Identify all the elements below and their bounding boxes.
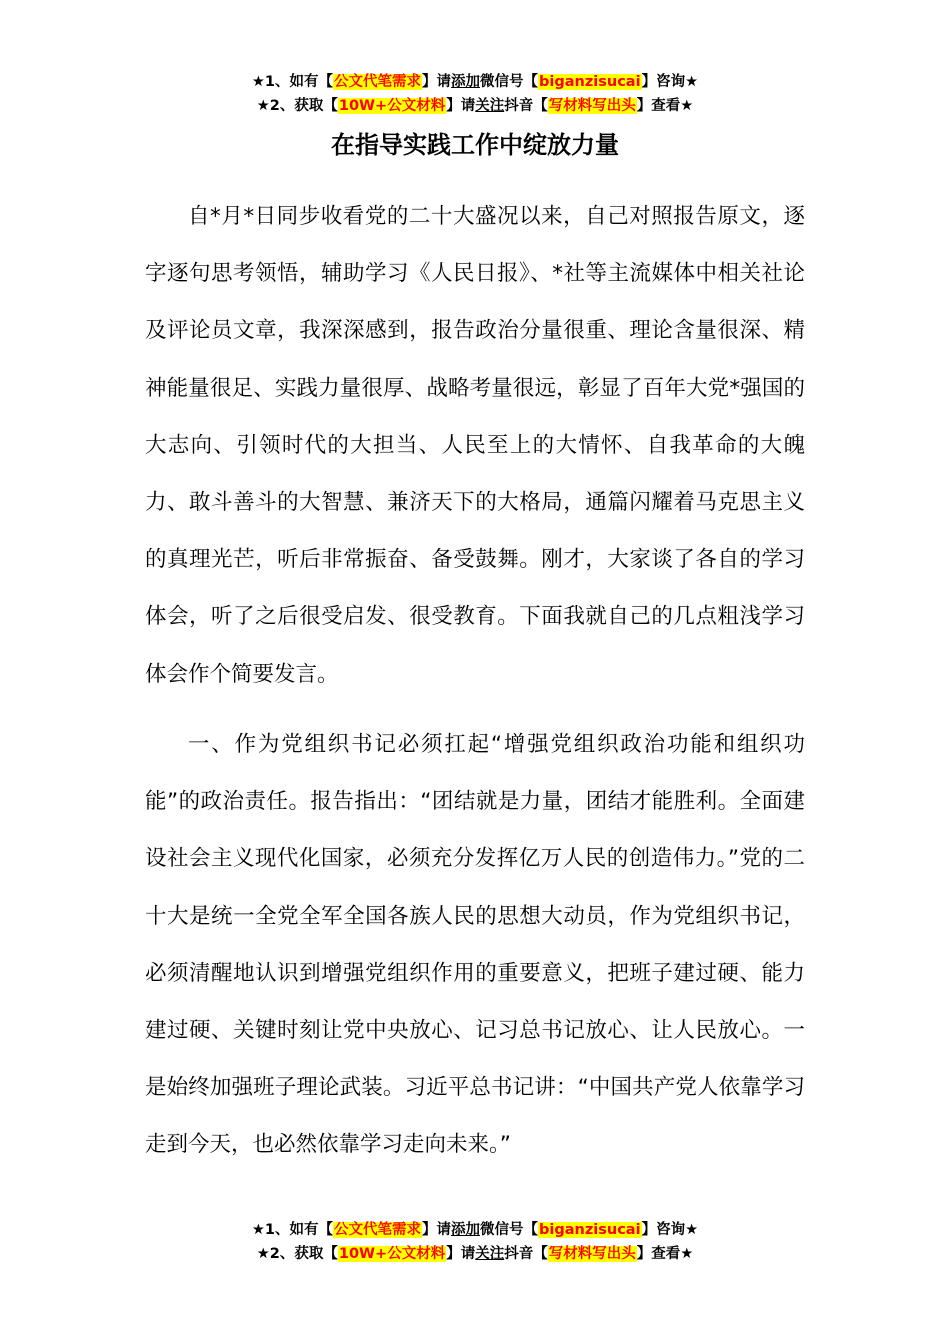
promo-text: 抖音【 [504,98,548,114]
paragraph-text: 自*月*日同步收看党的二十大盛况以来，自己对照报告原文，逐字逐句思考领悟，辅助学习《人民日报》、*社等主流媒体中相关社论及评论员文章，我深深感到，报告政治分量很重、理论含量很深、精神能量很足、实践力量很厚、战略考量很远，彰显了百年大党*强国的大志向、引领时代的大担当、人民至上的大情怀、自我革命的大魄力、敢斗善斗的大智慧、兼济天下的大格局，通篇闪耀着马克思主义的真理光芒，听后非常振奋、备受鼓舞。刚才，大家谈了各自的学习体会，听了之后很受启发、很受教育。下面我就自己的几点粗浅学习体会作个简要发言。 [145,204,805,687]
promo-line-2 [0,94,950,118]
promo-line-1 [0,1218,950,1242]
promo-text: ★1、如有【 [251,1222,334,1238]
paragraph-text: 一、作为党组织书记必须扛起“增强党组织政治功能和组织功能”的政治责任。报告指出：“团结就是力量，团结才能胜利。全面建设社会主义现代化国家，必须充分发挥亿万人民的创造伟力。”党的二十大是统一全党全军全国各族人民的思想大动员，作为党组织书记，必须清醒地认识到增强党组织作用的重要意义，把班子建过硬、能力建过硬、关键时刻让党中央放心、记习总书记放心、让人民放心。一是始终加强班子理论武装。习近平总书记讲：“中国共产党人依靠学习走到今天，也必然依靠学习走向未来。” [145,732,805,1158]
promo-underline: 关注 [475,98,505,114]
promo-underline: 关注 [475,1246,505,1262]
promo-text: 】请 [422,1222,452,1238]
promo-line-2 [0,1242,950,1266]
promo-text: 】查看★ [636,1246,694,1262]
wechat-id: biganzisucai [539,74,641,90]
promo-text: ★2、获取【 [256,1246,338,1262]
body-paragraph-2 [145,716,805,1174]
promo-text: 微信号【 [480,74,539,90]
promo-text: ★1、如有【 [251,74,334,90]
promo-text: 抖音【 [504,1246,548,1262]
promo-text: 】请 [446,1246,476,1262]
promo-text: 】查看★ [636,98,694,114]
promo-text: 】咨询★ [641,74,699,90]
promo-highlight: 10W+公文材料 [338,1246,446,1262]
promo-underline: 添加 [451,1222,481,1238]
promo-text: 微信号【 [480,1222,539,1238]
promo-text: 】咨询★ [641,1222,699,1238]
douyin-account: 写材料写出头 [548,98,636,114]
promo-highlight: 公文代笔需求 [334,74,422,90]
douyin-account: 写材料写出头 [548,1246,636,1262]
promo-highlight: 公文代笔需求 [334,1222,422,1238]
promo-highlight: 10W+公文材料 [338,98,446,114]
header-promo-banner [0,70,950,118]
promo-underline: 添加 [451,74,481,90]
promo-line-1 [0,70,950,94]
wechat-id: biganzisucai [539,1222,641,1238]
promo-text: 】请 [446,98,476,114]
footer-promo-banner [0,1218,950,1266]
document-title: 在指导实践工作中绽放力量 [331,131,619,159]
promo-text: 】请 [422,74,452,90]
body-paragraph-1 [145,188,805,703]
promo-text: ★2、获取【 [256,98,338,114]
